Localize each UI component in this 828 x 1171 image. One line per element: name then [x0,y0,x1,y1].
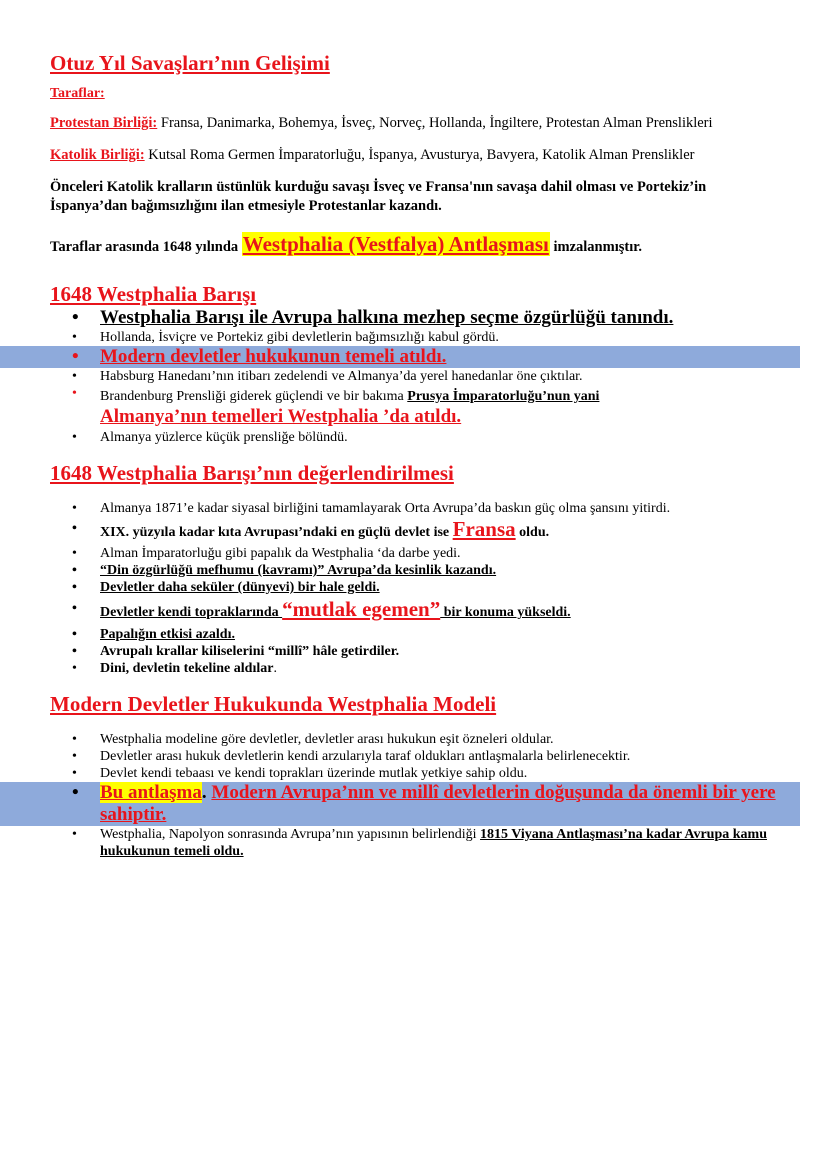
list-item: • XIX. yüzyıla kadar kıta Avrupası’ndaki en güçlü devlet ise Fransa oldu. [50,517,770,545]
katolik-label: Katolik Birliği: [50,147,145,163]
document-page [50,50,776,860]
list-item: • Almanya yüzlerce küçük prensliğe bölündü. [50,429,770,446]
list-item: • Westphalia Barışı ile Avrupa halkına mezhep seçme özgürlüğü tanındı. [50,307,770,329]
page-title: Otuz Yıl Savaşları’nın Gelişimi [50,51,330,75]
section3-list [50,731,776,860]
list-item: • “Din özgürlüğü mefhumu (kavramı)” Avrupa’da kesinlik kazandı. [50,562,770,579]
list-item: • Avrupalı krallar kiliselerini “millî” hâle getirdiler. [50,643,770,660]
list-item: • Bu antlaşma. Modern Avrupa’nın ve millî devletlerin doğuşunda da önemli bir yere sahiptir. [0,782,800,826]
list-item: • Papalığın etkisi azaldı. [50,626,770,643]
list-item: • Hollanda, İsviçre ve Portekiz gibi devletlerin bağımsızlığı kabul gördü. [50,329,770,346]
list-item: • Westphalia, Napolyon sonrasında Avrupa’nın yapısının belirlendiği 1815 Viyana Antlaşması’na kadar Avrupa kamu hukukunun temeli oldu. [50,826,770,860]
list-item: • Alman İmparatorluğu gibi papalık da Westphalia ‘da darbe yedi. [50,545,770,562]
list-item: • Devletler daha seküler (dünyevi) bir hale geldi. [50,579,770,596]
protestan-text: Fransa, Danimarka, Bohemya, İsveç, Norveç, Hollanda, İngiltere, Protestan Alman Prenslikleri [157,115,713,131]
list-item: • Devletler arası hukuk devletlerin kendi arzularıyla taraf oldukları antlaşmalarla belirlenecektir. [50,748,770,765]
katolik-text: Kutsal Roma Germen İmparatorluğu, İspanya, Avusturya, Bavyera, Katolik Alman Prenslikler [144,147,695,163]
treaty-name: Westphalia (Vestfalya) Antlaşması [242,232,549,256]
section1-heading: 1648 Westphalia Barışı [50,282,257,306]
list-item: • Modern devletler hukukunun temeli atıldı. [0,346,800,368]
list-item: • Westphalia modeline göre devletler, devletler arası hukukun eşit özneleri oldular. [50,731,770,748]
protestan-paragraph [50,114,770,132]
list-item: • Dini, devletin tekeline aldılar. [50,660,770,677]
taraflar-label: Taraflar: [50,86,105,101]
katolik-paragraph [50,146,770,164]
summary-paragraph: Önceleri Katolik kralların üstünlük kurduğu savaşı İsveç ve Fransa'nın savaşa dahil olması ve Portekiz’in İspanya’dan bağımsızlığını ilan etmesiyle Protestanlar kazandı. [50,179,707,214]
section1-list [50,307,770,446]
list-item: • Almanya 1871’e kadar siyasal birliğini tamamlayarak Orta Avrupa’da baskın güç olma şansını yitirdi. [50,500,770,517]
list-item: • Devlet kendi tebaası ve kendi toprakları üzerinde mutlak yetkiye sahip oldu. [50,765,770,782]
list-item: • Brandenburg Prensliği giderek güçlendi ve bir bakıma Prusya İmparatorluğu’nun yani Almanya’nın temelleri Westphalia ’da atıldı. [50,385,770,429]
section2-list [50,500,770,677]
treaty-before: Taraflar arasında 1648 yılında [50,239,242,255]
protestan-label: Protestan Birliği: [50,115,158,131]
list-item: • Devletler kendi topraklarında “mutlak egemen” bir konuma yükseldi. [50,596,770,626]
section2-heading: 1648 Westphalia Barışı’nın değerlendirilmesi [50,461,454,485]
treaty-paragraph [50,230,770,261]
list-item: • Habsburg Hanedanı’nın itibarı zedelendi ve Almanya’da yerel hanedanlar öne çıktılar. [50,368,770,385]
section3-heading: Modern Devletler Hukukunda Westphalia Modeli [50,692,497,716]
treaty-after: imzalanmıştır. [549,239,642,255]
